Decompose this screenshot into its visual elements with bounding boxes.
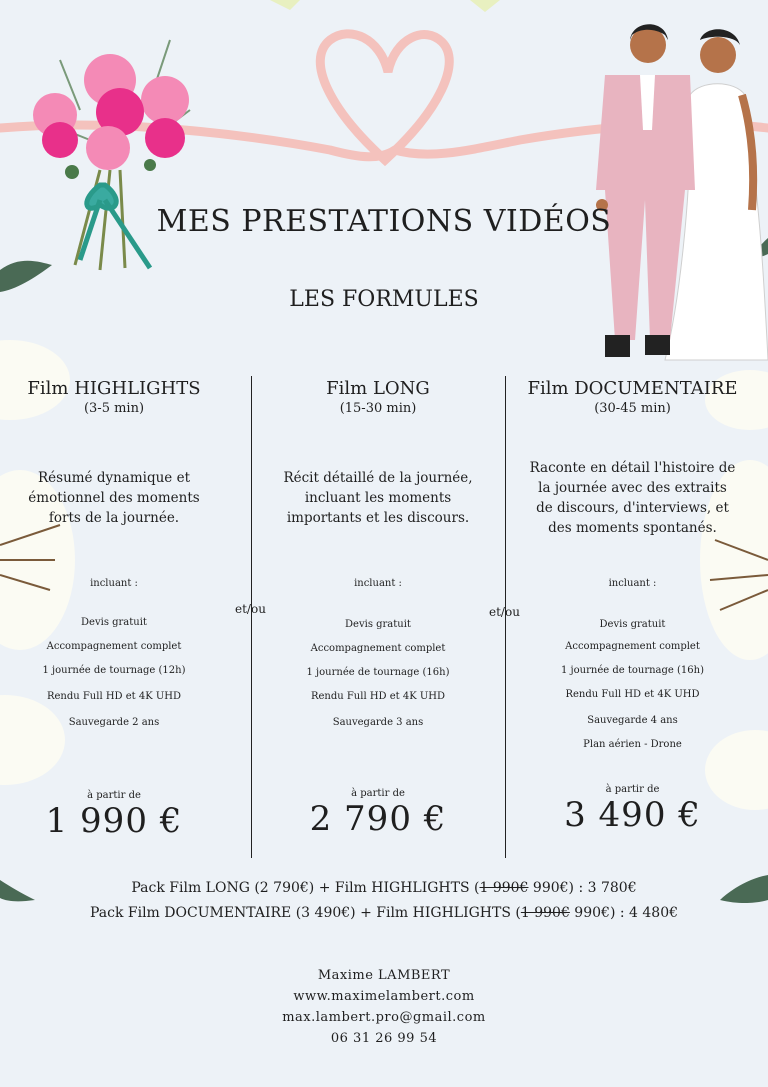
plan-description: Récit détaillé de la journée, incluant les moments importants et les discours.: [283, 470, 473, 526]
price-prefix: à partir de: [351, 788, 405, 799]
feature-item: Accompagnement complet: [46, 641, 182, 652]
plan-name: Film DOCUMENTAIRE: [527, 378, 738, 399]
contact-email[interactable]: max.lambert.pro@gmail.com: [282, 1010, 486, 1025]
plan-duration: (15-30 min): [339, 401, 417, 416]
feature-item: Rendu Full HD et 4K UHD: [565, 689, 700, 700]
feature-item: Devis gratuit: [345, 619, 411, 630]
price-value: 1 990 €: [45, 801, 183, 841]
feature-item: Rendu Full HD et 4K UHD: [310, 691, 446, 702]
plan-name: Film HIGHLIGHTS: [27, 378, 201, 399]
feature-item: Sauvegarde 4 ans: [587, 715, 678, 726]
price-value: 2 790 €: [309, 799, 447, 839]
pack-offer: Pack Film LONG (2 790€) + Film HIGHLIGHTS (1 990€ 990€) : 3 780€: [131, 880, 637, 896]
page-title: MES PRESTATIONS VIDÉOS: [156, 204, 612, 239]
feature-item: Sauvegarde 2 ans: [68, 717, 160, 728]
feature-item: 1 journée de tournage (16h): [561, 665, 704, 676]
includes-label: incluant :: [608, 578, 657, 589]
feature-item: Sauvegarde 3 ans: [332, 717, 424, 728]
contact-website[interactable]: www.maximelambert.com: [293, 989, 475, 1004]
feature-item: 1 journée de tournage (12h): [42, 665, 186, 676]
contact-phone: 06 31 26 99 54: [330, 1031, 438, 1046]
plan-highlights: [0, 378, 234, 841]
includes-label: incluant :: [354, 578, 402, 589]
feature-item: Rendu Full HD et 4K UHD: [46, 691, 182, 702]
plan-documentaire: [515, 378, 750, 835]
contact-name: Maxime LAMBERT: [317, 968, 451, 983]
plan-description: Raconte en détail l'histoire de la journée avec des extraits de discours, d'interviews, et des moments spontanés.: [529, 460, 736, 536]
plan-duration: (30-45 min): [594, 401, 671, 416]
page-subtitle: LES FORMULES: [289, 287, 479, 312]
plan-duration: (3-5 min): [83, 401, 145, 416]
price-value: 3 490 €: [564, 795, 701, 835]
separator-label: et/ou: [489, 605, 520, 619]
feature-item: 1 journée de tournage (16h): [306, 667, 450, 678]
price-prefix: à partir de: [605, 784, 660, 795]
includes-label: incluant :: [90, 578, 138, 589]
pack-offer: Pack Film DOCUMENTAIRE (3 490€) + Film HIGHLIGHTS (1 990€ 990€) : 4 480€: [89, 905, 679, 921]
plan-name: Film LONG: [326, 378, 430, 399]
feature-item: Devis gratuit: [81, 617, 147, 628]
separator-label: et/ou: [235, 602, 266, 616]
column-divider: [251, 376, 252, 858]
feature-item: Devis gratuit: [599, 619, 666, 630]
plan-description: Résumé dynamique et émotionnel des moments forts de la journée.: [28, 470, 200, 526]
plan-long: [258, 378, 498, 839]
feature-item: Accompagnement complet: [310, 643, 446, 654]
feature-item: Plan aérien - Drone: [583, 739, 682, 750]
price-prefix: à partir de: [87, 790, 141, 801]
feature-item: Accompagnement complet: [565, 641, 700, 652]
